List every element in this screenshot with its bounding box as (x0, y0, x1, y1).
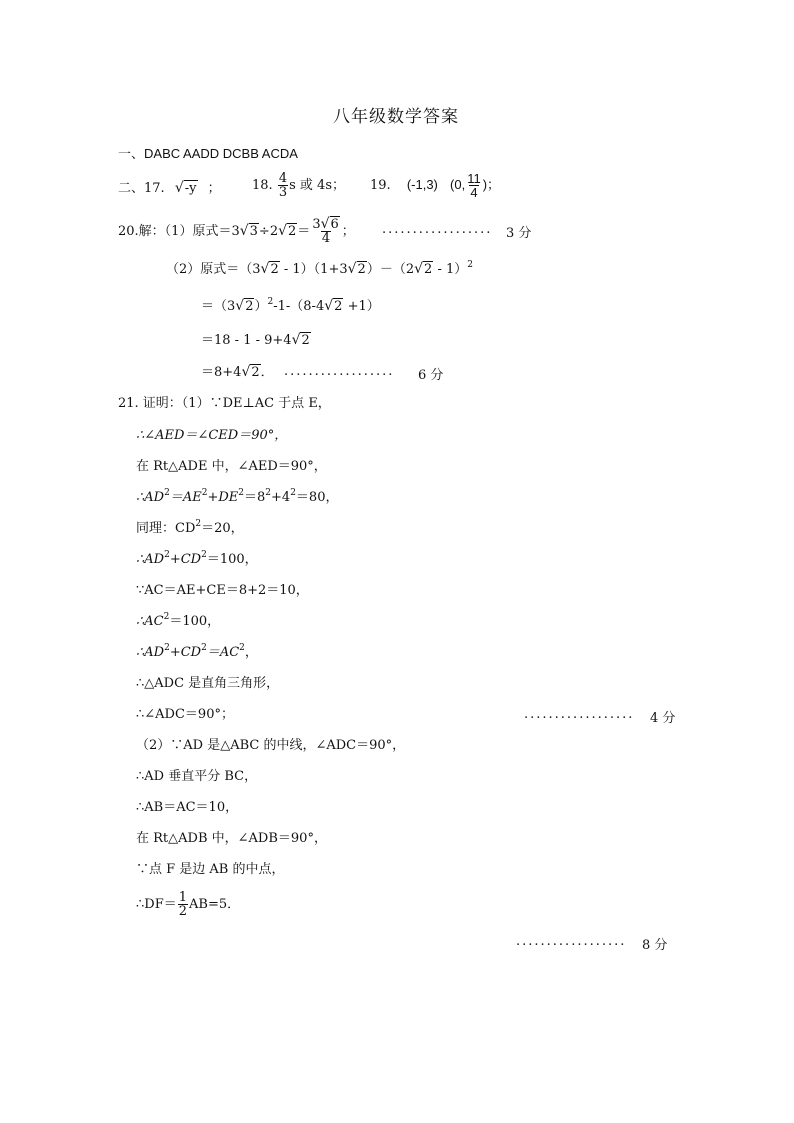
q20-part2-line4 (201, 362, 274, 383)
q21-l17-frac-den: 2 (178, 904, 187, 919)
q20-l2-radical-2 (324, 296, 343, 317)
q21-l6-text-1: ∴AD (136, 552, 165, 567)
q21-l4-sup-5: 2 (290, 488, 296, 498)
q21-l9-sup-1: 2 (164, 643, 170, 653)
q20-line1 (118, 216, 355, 247)
q21-l4-text-1: ∴AD (136, 490, 165, 505)
q19-answer-1: (-1,3) (406, 177, 438, 192)
q17-number: 17. (144, 181, 165, 196)
q20-p2-text-1: - 1）（1+3 (279, 262, 348, 277)
q18-number: 18. (252, 178, 273, 193)
q20-l2-radicand-2: 2 (334, 299, 343, 314)
q20-l2-radical-1 (235, 296, 254, 317)
q21-line8 (136, 612, 220, 632)
q21-l4-text-6: ＝80， (295, 490, 339, 505)
q20-p2-radicand-1: 2 (270, 262, 279, 277)
q21-line14: ∴AB＝AC＝10， (136, 800, 239, 815)
q20-l2-text-3: -1-（8-4 (273, 299, 325, 314)
q20-leader-dots-2: .................. (284, 364, 395, 379)
q21-line4 (136, 488, 338, 508)
q21-line9 (136, 643, 258, 663)
q21-l9-sup-2: 2 (201, 643, 207, 653)
q21-leader-dots-2: .................. (516, 934, 627, 949)
q21-l6-text-2: +CD (169, 552, 202, 567)
q20-l3-text: ＝18 - 1 - 9+4 (201, 333, 292, 348)
q21-line7: ∵AC＝AE+CE＝8+2＝10， (136, 583, 309, 598)
q21-l6-sup-1: 2 (164, 550, 170, 560)
q18-rest: s 或 4s； (289, 178, 345, 193)
q20-p2-radicand-2: 2 (357, 262, 366, 277)
q19-answer-2-open: (0, (450, 177, 466, 192)
sqrt-sign: √ (320, 216, 330, 232)
q21-l9-text-3: ＝AC (206, 645, 240, 660)
q18-fraction (278, 172, 288, 199)
q20-p2-radical-3 (414, 259, 433, 280)
q21-l5-text-2: ＝20， (201, 521, 244, 536)
q21-l9-text-4: ， (244, 645, 258, 660)
q20-head: 20.解：（1）原式＝3 (118, 224, 240, 239)
q20-score-2: 6 分 (418, 368, 444, 383)
q21-line13: ∴AD 垂直平分 BC， (136, 769, 258, 784)
q20-score-1: 3 分 (506, 226, 532, 241)
q20-part2-line2 (201, 296, 380, 317)
q20-l4-text-2: ． (260, 365, 274, 380)
q20-radical-2 (278, 216, 297, 247)
q17-radical (175, 178, 198, 199)
q21-line11: ∴∠ADC＝90°； (136, 707, 234, 722)
q21-l17-text-1: ∴DF＝ (136, 897, 177, 912)
sqrt-sign: √ (324, 298, 334, 314)
q20-l4-radicand: 2 (251, 365, 260, 380)
q20-p2-head: （2）原式＝（3 (166, 262, 261, 277)
sqrt-sign: √ (278, 223, 288, 239)
q20-frac-radical (321, 218, 340, 231)
q19-answer-2-close: )； (482, 177, 501, 192)
q20-part2-line3 (201, 330, 311, 351)
q20-p2-text-2: ）－（2 (366, 262, 415, 277)
q20-radicand-2: 2 (288, 224, 297, 239)
q20-l2-exponent: 2 (267, 297, 274, 307)
q20-radical-1 (240, 216, 259, 247)
section1-answers: DABC AADD DCBB ACDA (144, 146, 298, 161)
q21-l17-text-2: AB=5． (189, 897, 241, 912)
q20-l2-text-1: ＝（3 (201, 299, 236, 314)
q20-frac-coef: 3 (312, 217, 321, 232)
q21-l9-sup-3: 2 (239, 643, 245, 653)
q20-frac-num (311, 218, 340, 231)
q17-separator: ； (207, 181, 221, 196)
q18-frac-den: 3 (278, 185, 288, 200)
q19-number: 19. (370, 178, 391, 193)
q21-l9-text-2: +CD (169, 645, 202, 660)
q21-l4-text-4: ＝8 (244, 490, 266, 505)
q19-line (370, 172, 500, 199)
q21-l4-sup-1: 2 (164, 488, 170, 498)
q21-score-1: 4 分 (650, 711, 676, 726)
q21-l5-sup: 2 (195, 519, 202, 529)
q20-part2-line1 (166, 259, 473, 280)
q21-l4-sup-3: 2 (238, 488, 244, 498)
q20-l2-text-4: +1） (343, 299, 380, 314)
q20-p2-text-3: - 1） (433, 262, 468, 277)
q20-leader-dots: .................. (382, 222, 493, 237)
q20-l4-radical (241, 362, 260, 383)
sqrt-sign: √ (241, 364, 251, 380)
q19-frac-num: 11 (467, 171, 481, 186)
sqrt-sign: √ (174, 180, 184, 196)
q21-l5-text-1: 同理：CD (136, 521, 196, 536)
section1-line (118, 144, 298, 165)
q20-p2-radical-2 (348, 259, 367, 280)
sqrt-sign: √ (239, 223, 249, 239)
q21-line12: （2）∵AD 是△ABC 的中线，∠ADC＝90°， (136, 738, 406, 753)
q21-l4-text-5: +4 (271, 490, 291, 505)
q21-l17-fraction (178, 891, 188, 918)
q21-l8-text-1: ∴AC (136, 614, 164, 629)
q21-l9-text-1: ∴AD (136, 645, 165, 660)
q21-line16: ∵点 F 是边 AB 的中点， (136, 862, 285, 877)
q20-frac-radicand: 6 (330, 217, 339, 232)
q21-l6-sup-2: 2 (201, 550, 207, 560)
q21-line2: ∴∠AED＝∠CED＝90°， (136, 428, 288, 443)
sqrt-sign: √ (414, 261, 424, 277)
q19-fraction (466, 172, 482, 199)
q21-leader-dots-1: .................. (524, 707, 635, 722)
sqrt-sign: √ (235, 298, 245, 314)
q20-frac-den: 4 (321, 231, 331, 246)
q21-line10: ∴△ADC 是直角三角形， (136, 676, 280, 691)
q21-line17 (136, 890, 240, 920)
q19-frac-den: 4 (470, 185, 478, 200)
q18-line (252, 172, 345, 199)
q20-p2-exponent: 2 (467, 260, 473, 270)
q20-p2-radical-1 (261, 259, 280, 280)
q21-line15: 在 Rt△ADB 中，∠ADB＝90°， (136, 831, 327, 846)
section2-line (118, 178, 221, 199)
q20-p2-radicand-3: 2 (424, 262, 433, 277)
q20-equals: ＝ (297, 224, 311, 239)
q20-l3-radicand: 2 (301, 333, 310, 348)
q21-l4-sup-2: 2 (201, 488, 208, 498)
section1-label: 一、 (118, 147, 145, 162)
q21-score-2: 8 分 (642, 938, 668, 953)
q20-tail: ； (341, 224, 355, 239)
sqrt-sign: √ (291, 332, 301, 348)
q21-l4-sup-4: 2 (265, 488, 272, 498)
q20-fraction (311, 218, 340, 245)
section2-label: 二、 (118, 181, 145, 196)
q21-l6-text-3: ＝100， (206, 552, 258, 567)
q21-line5 (136, 519, 244, 539)
q18-frac-num: 4 (278, 171, 288, 186)
q21-l8-text-2: ＝100， (169, 614, 221, 629)
q21-l8-sup: 2 (163, 612, 170, 622)
q20-l4-text-1: ＝8+4 (201, 365, 242, 380)
q20-mid: ÷2 (258, 224, 279, 239)
q21-l4-text-3: +DE (207, 490, 239, 505)
q20-l3-radical (292, 330, 311, 351)
q20-l2-radicand-1: 2 (245, 299, 254, 314)
q17-radicand: -y (184, 181, 197, 196)
q21-l17-frac-num: 1 (178, 890, 187, 905)
sqrt-sign: √ (347, 261, 357, 277)
sqrt-sign: √ (260, 261, 270, 277)
q20-radicand-1: 3 (249, 224, 258, 239)
q21-line3: 在 Rt△ADE 中，∠AED＝90°， (136, 459, 327, 474)
page-title: 八年级数学答案 (333, 107, 459, 127)
q20-l2-text-2: ） (254, 299, 268, 314)
q21-line6 (136, 550, 258, 570)
q21-l4-text-2: ＝AE (169, 490, 202, 505)
q21-line1: 21. 证明：（1）∵DE⊥AC 于点 E， (118, 396, 331, 411)
